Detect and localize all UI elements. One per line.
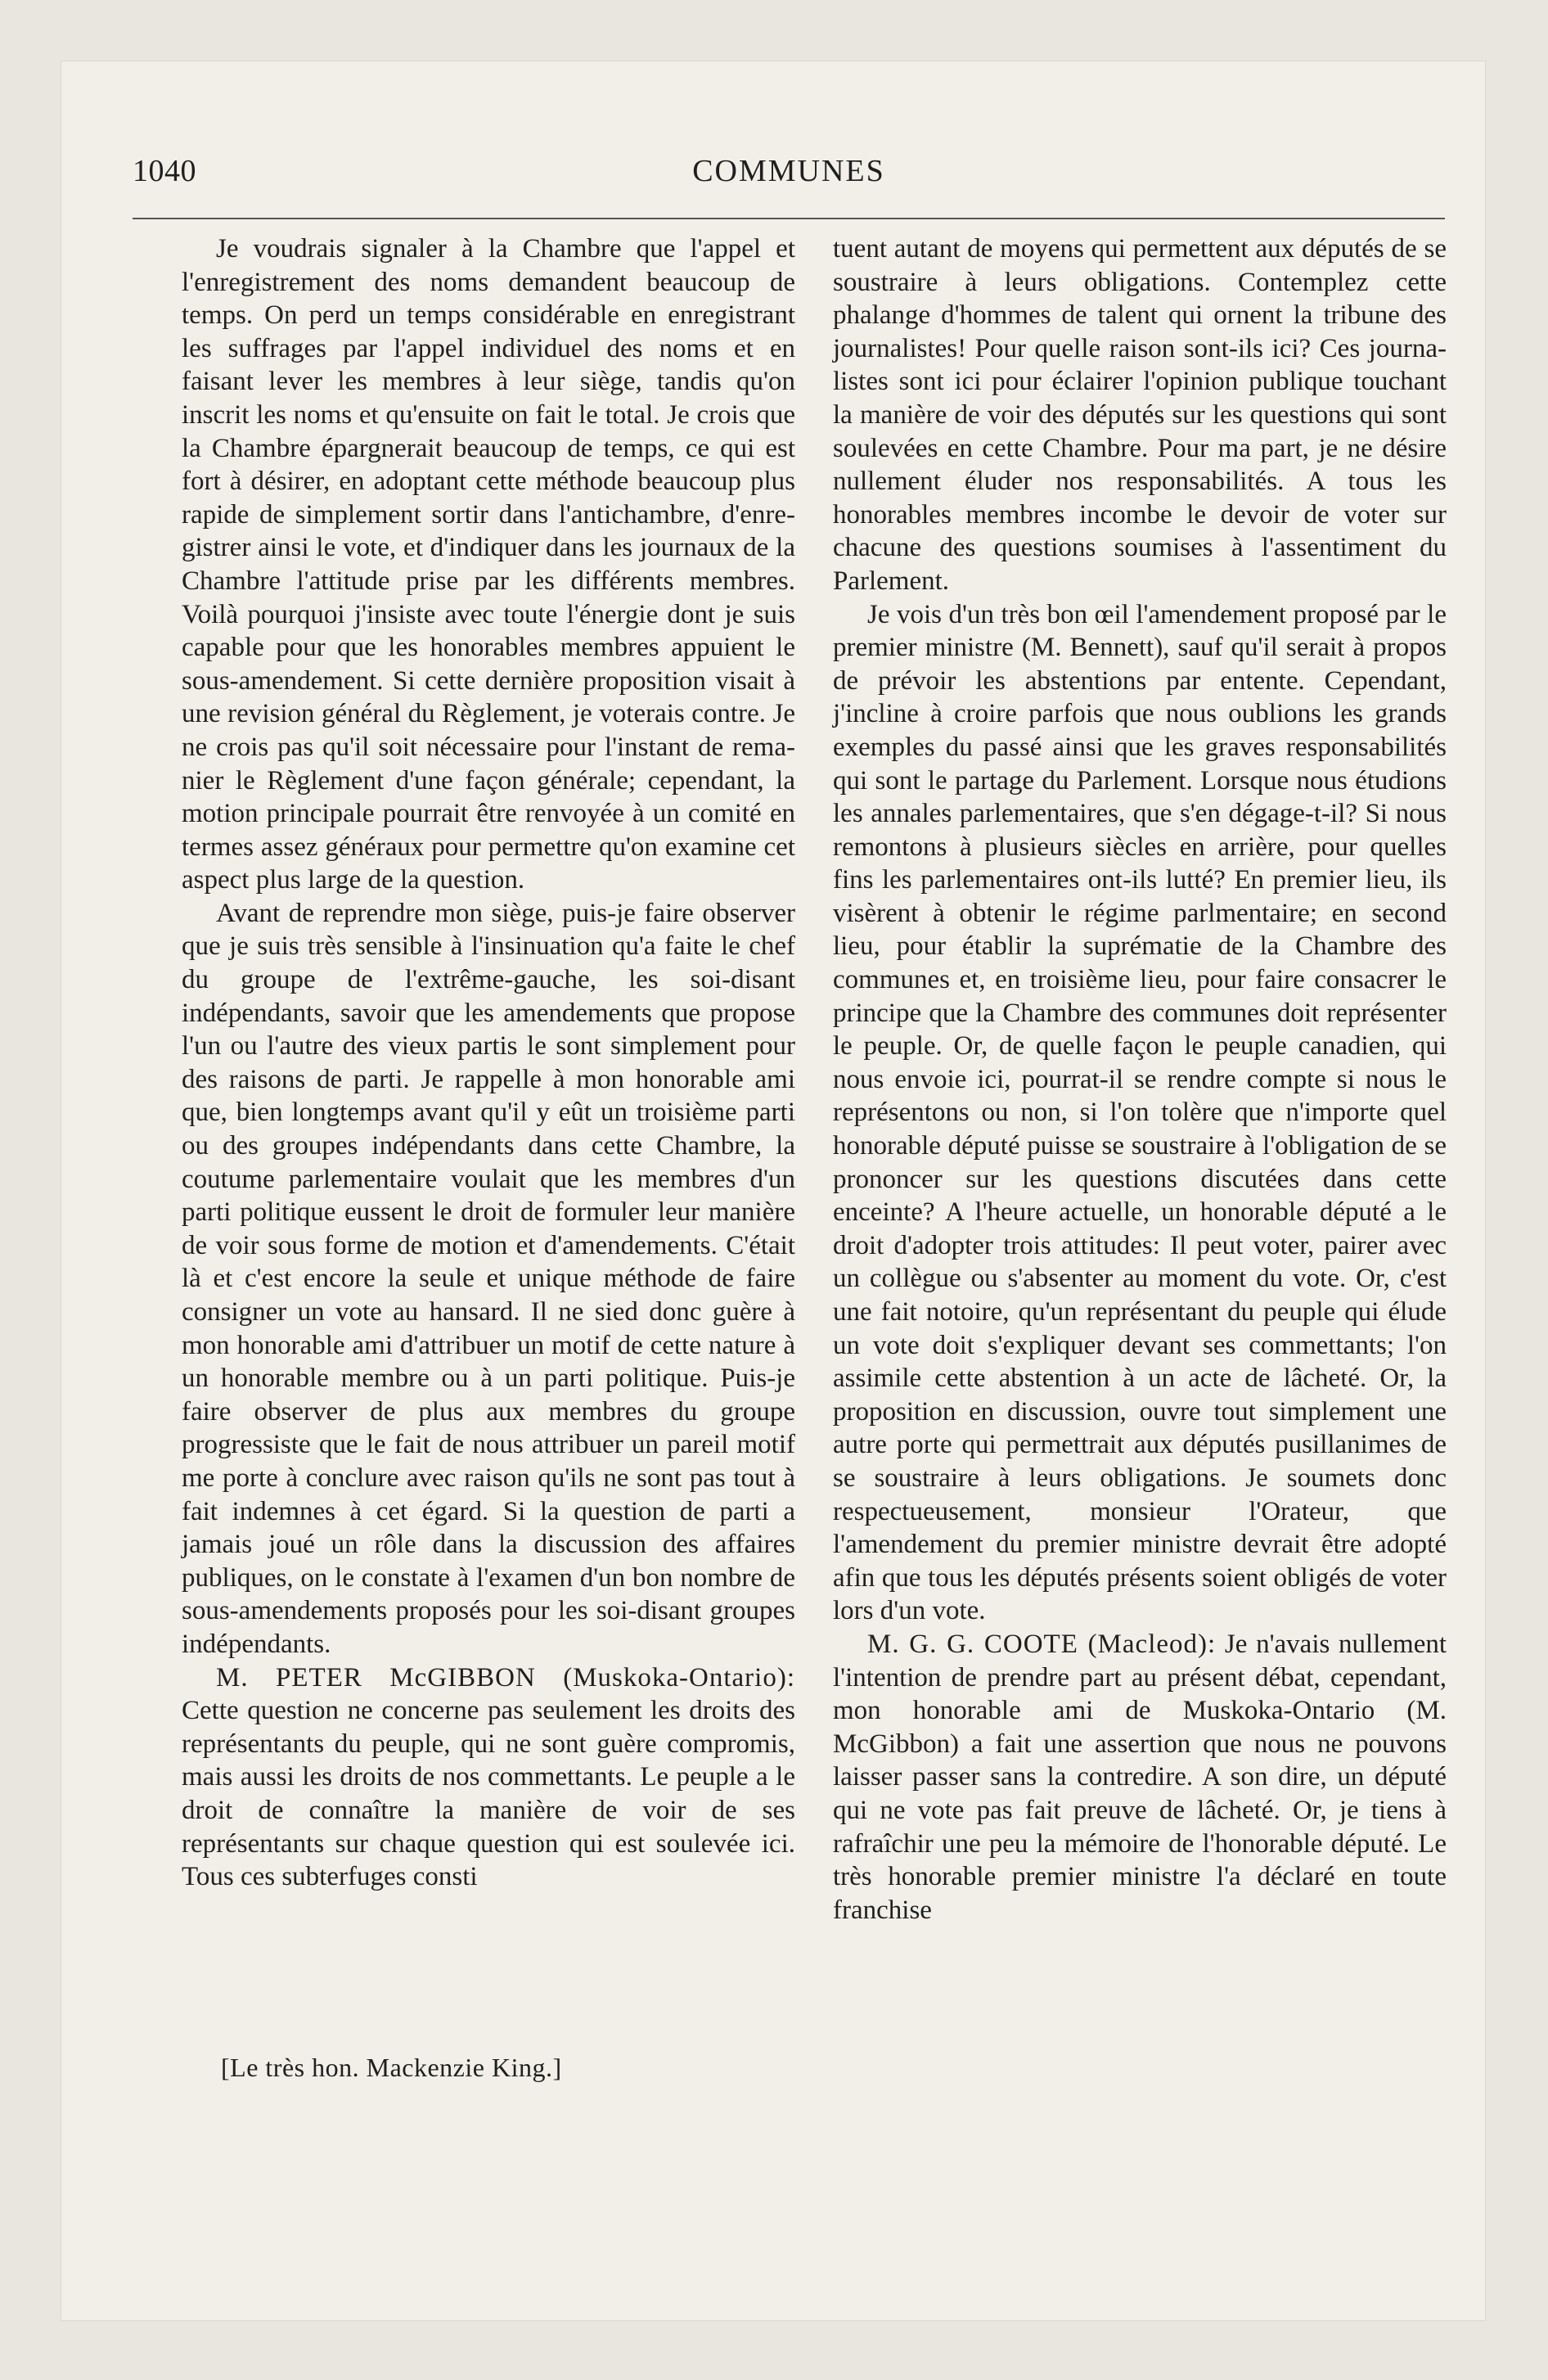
speech-paragraph xyxy=(182,1661,795,1894)
speaker-name: M. G. G. COOTE (Macleod): xyxy=(867,1629,1217,1659)
speech-paragraph xyxy=(833,1628,1447,1927)
paragraph: Avant de reprendre mon siège, puis-je faire observer que je suis très sensible à l'insinuation qu'a faite le chef du groupe de l'extrême-gauche, les soi-disant indépendants, savoir que les amendements que propose l'un ou l'autre des vieux partis le sont simplement pour des raisons de parti. Je rappelle à mon honorable ami que, bien longtemps avant qu'il y eût un troisième parti ou des groupes indépendants dans cette Chambre, la coutume parlementaire voulait que les membres d'un parti politique eussent le droit de formuler leur manière de voir sous forme de motion et d'amendements. C'était là et c'est encore la seule et unique méthode de faire consigner un vote au hansard. Il ne sied donc guère à mon honorable ami d'attribuer un motif de cette nature à un honorable membre ou à un parti politique. Puis-je faire observer de plus aux membres du groupe progressiste que le fait de nous attribuer un pareil motif me porte à conclure avec raison qu'ils ne sont pas tout à fait indemnes à cet égard. Si la question de parti a jamais joué un rôle dans la discussion des affaires publiques, on le constate à l'examen d'un bon nombre de sous-amendements proposés pour les soi-disant groupes indépendants. xyxy=(182,898,795,1659)
paragraph: tuent autant de moyens qui permettent aux députés de se soustraire à leurs obligations. Contemplez cette phalange d'hommes de talent qui ornent la tribune des journalistes! Pour quelle raison sont-ils ici? Ces journalistes sont ici pour éclairer l'opinion publique touchant la manière de voir des députés sur les questions qui sont soulevées en cette Chambre. Pour ma part, je ne désire nullement éluder nos responsabilités. A tous les honorables membres incombe le devoir de voter sur chacune des questions soumises à l'assentiment du Parlement. xyxy=(833,234,1447,596)
right-column xyxy=(833,232,1447,1927)
header-rule xyxy=(133,218,1445,219)
speech-text: Cette question ne concerne pas seulement les droits des représentants du peuple, qui ne sont guère compromis, mais aussi les droits de nos commettants. Le peuple a le droit de connaître la manière de voir de ses représentants sur chaque question qui est soulevée ici. Tous ces subterfuges consti xyxy=(182,1696,795,1892)
paragraph: Je voudrais signaler à la Chambre que l'appel et l'enregistrement des noms demandent beaucoup de temps. On perd un temps considérable en enregistrant les suffrages par l'appel individuel des noms et en faisant lever les membres à leur siège, tandis qu'on inscrit les noms et qu'ensuite on fait le total. Je crois que la Chambre épargnerait beaucoup de temps, ce qui est fort à désirer, en adoptant cette méthode beaucoup plus rapide de simplement sortir dans l'antichambre, d'enregistrer ainsi le vote, et d'indiquer dans les journaux de la Chambre l'attitude prise par les différents membres. Voilà pourquoi j'insiste avec toute l'énergie dont je suis capable pour que les honorables membres appuient le sous-amendement. Si cette dernière proposition visait à une revision général du Règlement, je voterais contre. Je ne crois pas qu'il soit nécessaire pour l'instant de remanier le Règlement d'une façon générale; cependant, la motion principale pourrait être renvoyée à un comité en termes assez généraux pour permettre qu'on examine cet aspect plus large de la question. xyxy=(182,234,795,895)
paragraph: Je vois d'un très bon œil l'amendement proposé par le premier ministre (M. Bennett), sauf qu'il serait à propos de prévoir les abstentions par entente. Cependant, j'incline à croire parfois que nous oublions les grands exemples du passé ainsi que les graves responsabilités qui sont le partage du Parlement. Lorsque nous étudions les annales parlementaires, que s'en dégage-t-il? Si nous remontons à plusieurs siècles en arrière, pour quelles fins les parlementaires ont-ils lutté? En premier lieu, ils visèrent à obtenir le régime parlmentaire; en second lieu, pour établir la suprématie de la Chambre des communes et, en troisième lieu, pour faire consacrer le principe que la Chambre des communes doit représenter le peuple. Or, de quelle façon le peuple canadien, qui nous envoie ici, pourrat-il se rendre compte si nous le représentons ou non, si l'on tolère que n'importe quel honorable député puisse se soustraire à l'obligation de se prononcer sur les questions discutées dans cette enceinte? A l'heure actuelle, un honorable député a le droit d'adopter trois attitudes: Il peut voter, pairer avec un collègue ou s'absenter au moment du vote. Or, c'est une fait notoire, qu'un représentant du peuple qui élude un vote doit s'expliquer devant ses commettants; l'on assimile cette abstention à un acte de lâcheté. Or, la proposition en discussion, ouvre tout simplement une autre porte qui permettrait aux députés pusillanimes de se soustraire à leurs obligations. Je soumets donc respectueusement, monsieur l'Orateur, que l'amendement du premier ministre devrait être adopté afin que tous les députés présents soient obligés de voter lors d'un vote. xyxy=(833,599,1447,1626)
page-header xyxy=(133,153,1445,202)
page-number: 1040 xyxy=(133,154,196,188)
speech-text: Je n'avais nullement l'intention de prendre part au présent débat, cependant, mon honorable ami de Muskoka-Ontario (M. McGibbon) a fait une assertion que nous ne pouvons laisser passer sans la contredire. A son dire, un député qui ne vote pas fait preuve de lâcheté. Or, je tiens à rafraîchir une peu la mémoire de l'honorable député. Le très honorable premier ministre l'a déclaré en toute franchise xyxy=(833,1629,1447,1925)
running-title: COMMUNES xyxy=(692,154,885,188)
speaker-name: M. PETER McGIBBON (Muskoka-Ontario): xyxy=(216,1662,795,1693)
footer-note: [Le très hon. Mackenzie King.] xyxy=(221,2053,562,2082)
left-column xyxy=(182,232,795,1894)
